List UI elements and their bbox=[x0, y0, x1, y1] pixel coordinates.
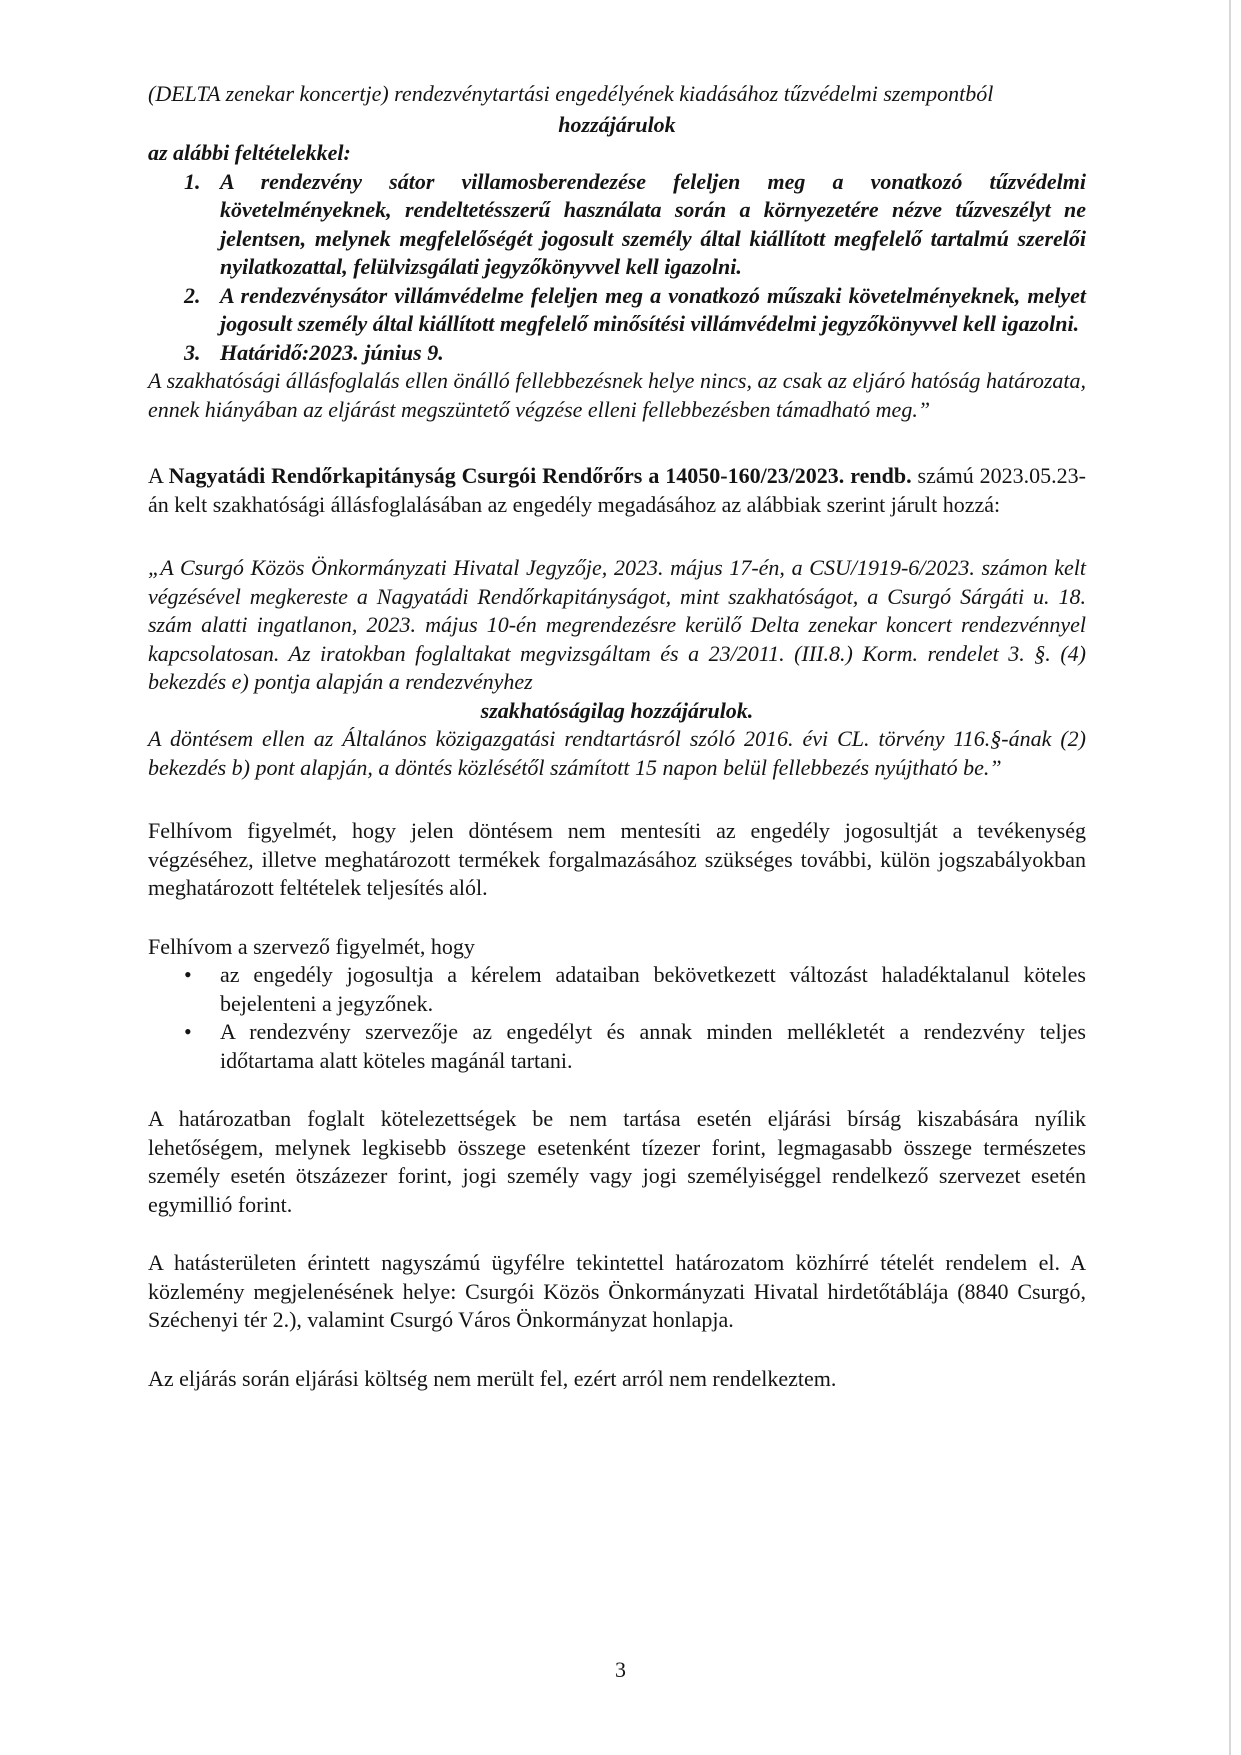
condition-text: A rendezvény sátor villamosberendezése feleljen meg a vonatkozó tűzvédelmi követelményeknek, rendeltetésszerű használata során a környezetére nézve tűzveszélyt ne jelentsen, melynek megfelelőségét jogosult személy által kiállított megfelelő tartalmú szerelői nyilatkozattal, felülvizsgálati jegyzőkönyvvel kell igazolni. bbox=[220, 168, 1086, 279]
organizer-notice-list bbox=[148, 961, 1086, 1075]
condition-item bbox=[184, 282, 1086, 339]
appeal-note: A szakhatósági állásfoglalás ellen önálló fellebbezésnek helye nincs, az csak az eljáró hatóság határozata, ennek hiányában az eljárást megszüntető végzése elleni fellebbezésben támadható meg.” bbox=[148, 368, 1086, 422]
condition-text: Határidő:2023. június 9. bbox=[220, 339, 444, 365]
quote-body: „A Csurgó Közös Önkormányzati Hivatal Jegyzője, 2023. május 17-én, a CSU/1919-6/2023. számon kelt végzésével megkereste a Nagyatádi Rendőrkapitányságot, mint szakhatóságot, a Csurgó Sárgáti u. 18. szám alatti ingatlanon, 2023. május 10-én megrendezésre kerülő Delta zenekar koncert rendezvénnyel kapcsolatosan. Az iratokban foglaltakat megvizsgáltam és a 23/2011. (III.8.) Korm. rendelet 3. §. (4) bekezdés e) pontja alapján a rendezvényhez bbox=[148, 555, 1086, 694]
list-item bbox=[184, 961, 1086, 1018]
condition-item bbox=[184, 168, 1086, 282]
consent-heading: hozzájárulok bbox=[558, 111, 676, 137]
police-prefix: A bbox=[148, 463, 169, 488]
condition-item bbox=[184, 339, 1086, 368]
notice-paragraph: Felhívom figyelmét, hogy jelen döntésem nem mentesíti az engedély jogosultját a tevékenység végzéséhez, illetve meghatározott termékek forgalmazásához szükséges további, külön jogszabályokban meghatározott feltételek teljesítés alól. bbox=[148, 818, 1086, 900]
organizer-notice-intro: Felhívom a szervező figyelmét, hogy bbox=[148, 933, 475, 959]
list-item bbox=[184, 1018, 1086, 1075]
penalty-paragraph: A határozatban foglalt kötelezettségek be nem tartása esetén eljárási bírság kiszabására nyílik lehetőségem, melynek legkisebb összege esetenként tízezer forint, legmagasabb összege természetes személy esetén ötszázezer forint, jogi személy vagy jogi személyiséggel rendelkező szervezet esetén egymillió forint. bbox=[148, 1106, 1086, 1217]
bullet-icon: • bbox=[184, 1019, 192, 1044]
publication-paragraph: A hatásterületen érintett nagyszámú ügyfélre tekintettel határozatom közhírré tételét rendelem el. A közlemény megjelenésének helye: Csurgói Közös Önkormányzati Hivatal hirdetőtáblája (8840 Csurgó, Széchenyi tér 2.), valamint Csurgó Város Önkormányzat honlapja. bbox=[148, 1250, 1086, 1332]
condition-text: A rendezvénysátor villámvédelme feleljen meg a vonatkozó műszaki követelményeknek, melyet jogosult személy által kiállított megfelelő minősítési villámvédelmi jegyzőkönyvvel kell igazolni. bbox=[220, 282, 1086, 336]
quote-appeal: A döntésem ellen az Általános közigazgatási rendtartásról szóló 2016. évi CL. törvény 116.§-ának (2) bekezdés b) pont alapján, a döntés közlésétől számított 15 napon belül fellebbezés nyújtható be.” bbox=[148, 726, 1086, 780]
intro-paragraph: (DELTA zenekar koncertje) rendezvénytartási engedélyének kiadásához tűzvédelmi szempontból bbox=[148, 81, 994, 106]
police-authority: Nagyatádi Rendőrkapitányság Csurgói Rendőrőrs a 14050-160/23/2023. rendb. bbox=[168, 463, 912, 488]
list-item-text: A rendezvény szervezője az engedélyt és annak minden mellékletét a rendezvény teljes időtartama alatt köteles magánál tartani. bbox=[220, 1019, 1086, 1073]
condition-number: 2. bbox=[184, 282, 201, 308]
condition-number: 1. bbox=[184, 168, 201, 194]
list-item-text: az engedély jogosultja a kérelem adataiban bekövetkezett változást haladéktalanul köteles bejelenteni a jegyzőnek. bbox=[220, 962, 1086, 1016]
conditions-list bbox=[148, 168, 1086, 368]
police-rest: számú 2023.05.23-án kelt szakhatósági állásfoglalásában az engedély megadásához az alábbiak szerint járult hozzá: bbox=[148, 463, 1087, 517]
bullet-icon: • bbox=[184, 962, 192, 987]
document-page bbox=[148, 80, 1086, 1393]
conditions-header: az alábbi feltételekkel: bbox=[148, 140, 351, 165]
costs-paragraph: Az eljárás során eljárási költség nem merült fel, ezért arról nem rendelkeztem. bbox=[148, 1365, 837, 1391]
page-edge-line bbox=[1229, 0, 1231, 1755]
condition-number: 3. bbox=[184, 339, 201, 365]
page-number: 3 bbox=[615, 1657, 626, 1682]
police-paragraph bbox=[148, 462, 1086, 519]
quote-consent: szakhatóságilag hozzájárulok. bbox=[480, 697, 754, 723]
